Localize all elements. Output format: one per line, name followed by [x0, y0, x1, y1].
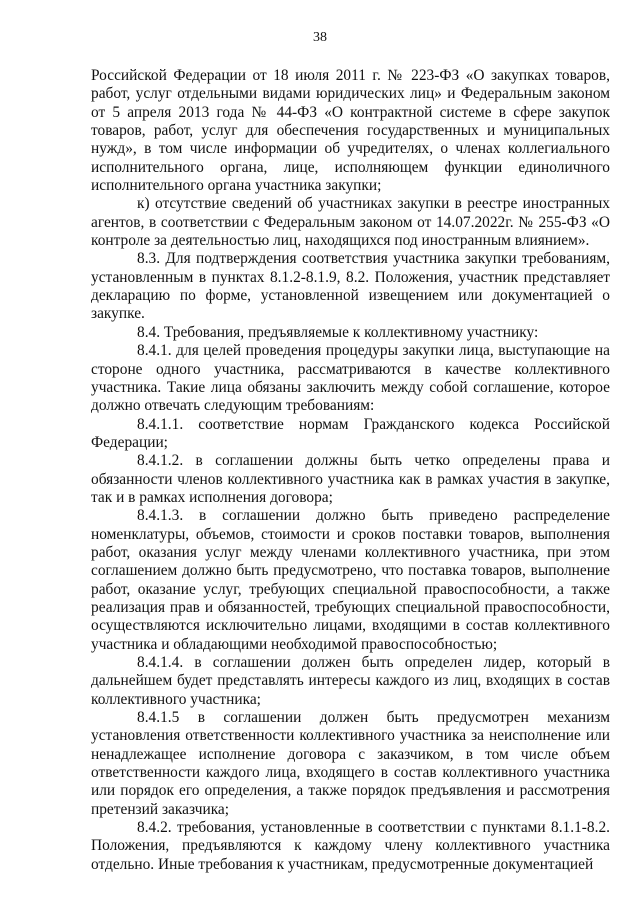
paragraph: 8.3. Для подтверждения соответствия участника закупки требованиям, установленным в пунктах 8.1.2-8.1.9, 8.2. Положения, участник представляет декларацию по форме, установленной извещением или документацией о закупке. [91, 250, 610, 323]
paragraph: 8.4.2. требования, установленные в соответствии с пунктами 8.1.1-8.2. Положения, предъявляются к каждому члену коллективного участника отдельно. Иные требования к участникам, предусмотренные документацией [91, 819, 610, 873]
page-number: 38 [313, 30, 327, 45]
paragraph: 8.4.1.3. в соглашении должно быть приведено распределение номенклатуры, объемов, стоимости и сроков поставки товаров, выполнения работ, оказания услуг между членами коллективного участника, при этом соглашением должно быть предусмотрено, что поставка товаров, выполнение работ, оказание услуг, требующих специальной правоспособности, а также реализация прав и обязанностей, требующих специальной правоспособности, осуществляются исключительно лицами, входящими в состав коллективного участника и обладающими необходимой правоспособностью; [91, 507, 610, 653]
paragraph: 8.4.1.5 в соглашении должен быть предусмотрен механизм установления ответственности коллективного участника за неисполнение или ненадлежащее исполнение договора с заказчиком, в том числе объем ответственности каждого лица, входящего в состав коллективного участника или порядок его определения, а также порядок предъявления и рассмотрения претензий заказчика; [91, 709, 610, 818]
paragraph: Российской Федерации от 18 июля 2011 г. № 223-ФЗ «О закупках товаров, работ, услуг отдельными видами юридических лиц» и Федеральным законом от 5 апреля 2013 года № 44-ФЗ «О контрактной системе в сфере закупок товаров, работ, услуг для обеспечения государственных и муниципальных нужд», в том числе информации об учредителях, о членах коллегиального исполнительного органа, лице, исполняющем функции единоличного исполнительного органа участника закупки; [91, 67, 610, 195]
paragraph: 8.4.1.1. соответствие нормам Гражданского кодекса Российской Федерации; [91, 415, 610, 451]
paragraph: 8.4.1. для целей проведения процедуры закупки лица, выступающие на стороне одного участника, рассматриваются в качестве коллективного участника. Такие лица обязаны заключить между собой соглашение, которое должно отвечать следующим требованиям: [91, 342, 610, 415]
paragraph: 8.4.1.4. в соглашении должен быть определен лидер, который в дальнейшем будет представлять интересы каждого из лиц, входящих в состав коллективного участника; [91, 654, 610, 708]
paragraph: 8.4. Требования, предъявляемые к коллективному участнику: [137, 323, 539, 341]
body-text [91, 67, 610, 874]
paragraph: к) отсутствие сведений об участниках закупки в реестре иностранных агентов, в соответствии с Федеральным законом от 14.07.2022г. № 255-ФЗ «О контроле за деятельностью лиц, находящихся под иностранным влиянием». [91, 195, 610, 250]
paragraph: 8.4.1.2. в соглашении должны быть четко определены права и обязанности членов коллективного участника как в рамках участия в закупке, так и в рамках исполнения договора; [91, 452, 610, 506]
